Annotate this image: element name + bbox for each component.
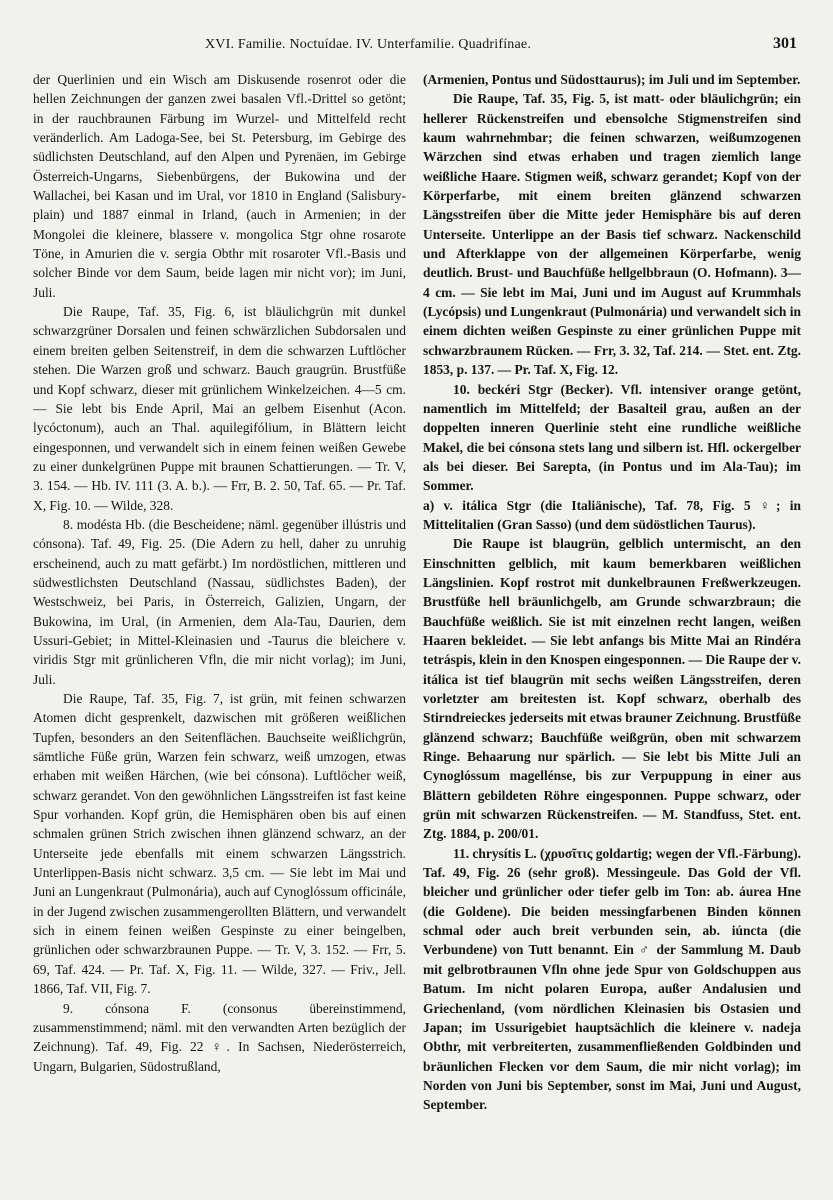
paragraph: 9. cónsona F. (consonus übereinstimmend, zusammenstimmend; näml. mit den verwandten Arten bezüglich der Zeichnung). Taf. 49, Fig. 22 ♀. In Sachsen, Niederösterreich, Ungarn, Bulgarien, Südostrußland, [33,1000,406,1074]
paragraph: Die Raupe, Taf. 35, Fig. 5, ist matt- oder bläulichgrün; ein hellerer Rückenstreifen und ebensolche Stigmenstreifen sind kaum wahrnehmbar; die feinen schwarzen, weißumzogenen Wärzchen sind etwas erhaben und tragen ziemlich lange weißliche Haare. Stigmen weiß, schwarz gerandet; Kopf von der Körperfarbe, mit einem breiten glänzend schwarzen Längsstreifen über die Mitte jeder Hemisphäre bis auf deren Unterseite. Unterlippe an der Basis tief schwarz. Nackenschild und Afterklappe von der allgemeinen Körperfarbe, wenig deutlich. Brust- und Bauchfüße hellgelbbraun (O. Hofmann). 3—4 cm. — Sie lebt im Mai, Juni und im August auf Krummhals (Lycópsis) und Lungenkraut (Pulmonária) und verwandelt sich in einem dichten weißen Gespinste zu einer grünlichen Puppe mit schwarzbraunem Rücken. — Frr, 3. 32, Taf. 214. — Stet. ent. Ztg. 1853, p. 137. — Pr. Taf. X, Fig. 12. [423,91,801,378]
left-column [33,70,406,1170]
right-column [423,70,801,1170]
paragraph: 10. beckéri Stgr (Becker). Vfl. intensiver orange getönt, namentlich im Mittelfeld; der Basalteil grau, außen an der doppelten inneren Querlinie steht eine rundliche weißliche Makel, die bei cónsona stets lang und silbern ist. Hfl. ockergelber als bei dieser. Bei Sarepta, (in Pontus und im Ala-Tau); im Sommer. [423,381,801,494]
paragraph: Die Raupe ist blaugrün, gelblich untermischt, an den Einschnitten gelblich, mit kaum bemerkbaren weißlichen Längslinien. Kopf rostrot mit dunkelbraunen Freßwerkzeugen. Brustfüße hell bräunlichgelb, am Grunde schwarzbraun; die Bauchfüße weißlich. Sie ist mit einzelnen recht langen, weißen Haaren bekleidet. — Sie lebt anfangs bis Mitte Mai an Rindéra tetráspis, klein in den Knospen eingesponnen. — Die Raupe der v. itálica ist tief blaugrün mit sechs weißen Längsstreifen, deren vorletzter am breitesten ist. Kopf schwarz, oberhalb des Stirndreieckes jederseits mit etwas brauner Zeichnung. Brustfüße glänzend schwarz; Bauchfüße weißgrün, oben mit schwarzem Ringe. Behaarung nur spärlich. — Sie lebt bis Mitte Juli an Cynoglóssum magellénse, bis zur Verpuppung in einer aus Blättern gebildeten Röhre eingesponnen. Puppe schwarz, oder grün mit schwarzen Rückenstreifen. — M. Standfuss, Stet. ent. Ztg. 1884, p. 200/01. [423,536,801,842]
running-head [0,33,833,55]
paragraph: 11. chrysítis L. (χρυσῖτις goldartig; wegen der Vfl.-Färbung). Taf. 49, Fig. 26 (sehr groß). Messingeule. Das Gold der Vfl. bleicher und grünlicher oder tiefer gelb im Ton: ab. áurea Hne (die Goldene). Die beiden messingfarbenen Binden können schmal oder auch breit verbunden sein, ab. iúncta (die Verbundene) von Tutt benannt. Ein ♂ der Sammlung M. Daub mit gelbrotbraunen Vfln ohne jede Spur von Goldschuppen aus Batum. Im nicht polaren Europa, außer Andalusien und Griechenland, (vom nördlichen Kleinasien bis Ostasien und Japan; im Ussurigebiet hauptsächlich die kleinere v. nadeja Obthr, mit verbreiterten, zusammenfließenden Goldbinden und bräunlichen Flecken vor dem Saum, die mir nicht vorlag); im Norden von Juni bis September, sonst im Mai, Juni und August, September. [423,845,801,1113]
paragraph: Die Raupe, Taf. 35, Fig. 7, ist grün, mit feinen schwarzen Atomen dicht gesprenkelt, dazwischen mit größeren weißlichen Tupfen, besonders an den Seitenflächen. Bauchseite weißlichgrün, sämtliche Füße grün, Warzen fein schwarz, weiß umzogen, etwas erhaben mit weißen Härchen, (wie bei cónsona). Luftlöcher weiß, schwarz gerandet. Von den gewöhnlichen Längsstreifen ist fast keine Spur vorhanden. Kopf grün, die Hemisphären oben bis auf einen schmalen grünen Strich zwischen ihnen glänzend schwarz, an der Unterseite jede ebenfalls mit einem schwarzen Längsstrich. Unterlippen-Basis nicht schwarz. 3,5 cm. — Sie lebt im Mai und Juni an Lungenkraut (Pulmonária), auch auf Cynoglóssum officinále, in der Jugend zwischen zusammengerollten Blättern, und verwandelt sich in einem feinen weißen Gespinste zu einer beingelben, grünlichen oder schwarzbraunen Puppe. — Tr. V, 3. 152. — Frr, 5. 69, Taf. 424. — Pr. Taf. X, Fig. 11. — Wilde, 327. — Friv., Jell. 1866, Taf. VII, Fig. 7. [33,691,406,997]
paragraph: a) v. itálica Stgr (die Italiänische), Taf. 78, Fig. 5 ♀; in Mittelitalien (Gran Sasso) (und dem südöstlichen Taurus). [423,497,801,532]
running-title: XVI. Familie. Noctuídae. IV. Unterfamilie. Quadrifínae. [205,37,532,52]
paragraph: der Querlinien und ein Wisch am Diskusende rosenrot oder die hellen Zeichnungen der ganzen zwei basalen Vfl.-Drittel so getönt; in der rauchbraunen Färbung im Wurzel- und Mittelfeld recht veränderlich. Am Ladoga-See, bei St. Petersburg, im Gebirge des südlichsten Deutschland, auf den Alpen und Pyrenäen, im Gebirge Österreich-Ungarns, Siebenbürgens, der Bukowina und der Wallachei, bei Kasan und im Ural, vor 1810 in England (Salisbury-plain) und 1887 einmal in Irland, (auch in Armenien; in der Mongolei die kleinere, blassere v. mongolica Stgr ohne rosarote Töne, in Amurien die v. sergia Obthr mit rosaroter Vfl.-Basis und solcher Binde vor dem Saum, beide lagen mir nicht vor); im Juni, Juli. [33,72,406,300]
paragraph: 8. modésta Hb. (die Bescheidene; näml. gegenüber illústris und cónsona). Taf. 49, Fig. 25. (Die Adern zu hell, daher zu unruhig erscheinend, auch zu matt gefärbt.) Im nordöstlichen, mittleren und südwestlichsten Deutschland (Nassau, südlichstes Baden), der Westschweiz, bei Paris, in Österreich, Galizien, Ungarn, der Bukowina, im Ural, (in Armenien, dem Ala-Tau, Daurien, dem Ussuri-Gebiet; in Mittel-Kleinasien und -Taurus die bleichere v. viridis Stgr mit grünlicheren Vfln, die mir nicht vorlag); im Juni, Juli. [33,516,406,687]
paragraph: Die Raupe, Taf. 35, Fig. 6, ist bläulichgrün mit dunkel schwarzgrüner Dorsalen und feinen schwärzlichen Subdorsalen und einem breiten gelben Seitenstreif, in dem die schwarzen Luftlöcher stehen. Die Warzen groß und schwarz. Bauch graugrün. Brustfüße und Kopf schwarz, dieser mit grünlichem Winkelzeichen. 4—5 cm. — Sie lebt bis Ende April, Mai an gelbem Eisenhut (Acon. lycóctonum), auch an Thal. aquilegifólium, in Blättern leicht eingesponnen, und verwandelt sich in einem feinen weißen Gewebe zu einer dunkelgrünen Puppe mit braunen Schattierungen. — Tr. V, 3. 154. — Hb. IV. 111 (3. A. b.). — Frr, B. 2. 50, Taf. 65. — Pr. Taf. X, Fig. 10. — Wilde, 328. [33,304,406,513]
page-number: 301 [773,35,797,52]
paragraph: (Armenien, Pontus und Südosttaurus); im Juli und im September. [423,72,801,87]
